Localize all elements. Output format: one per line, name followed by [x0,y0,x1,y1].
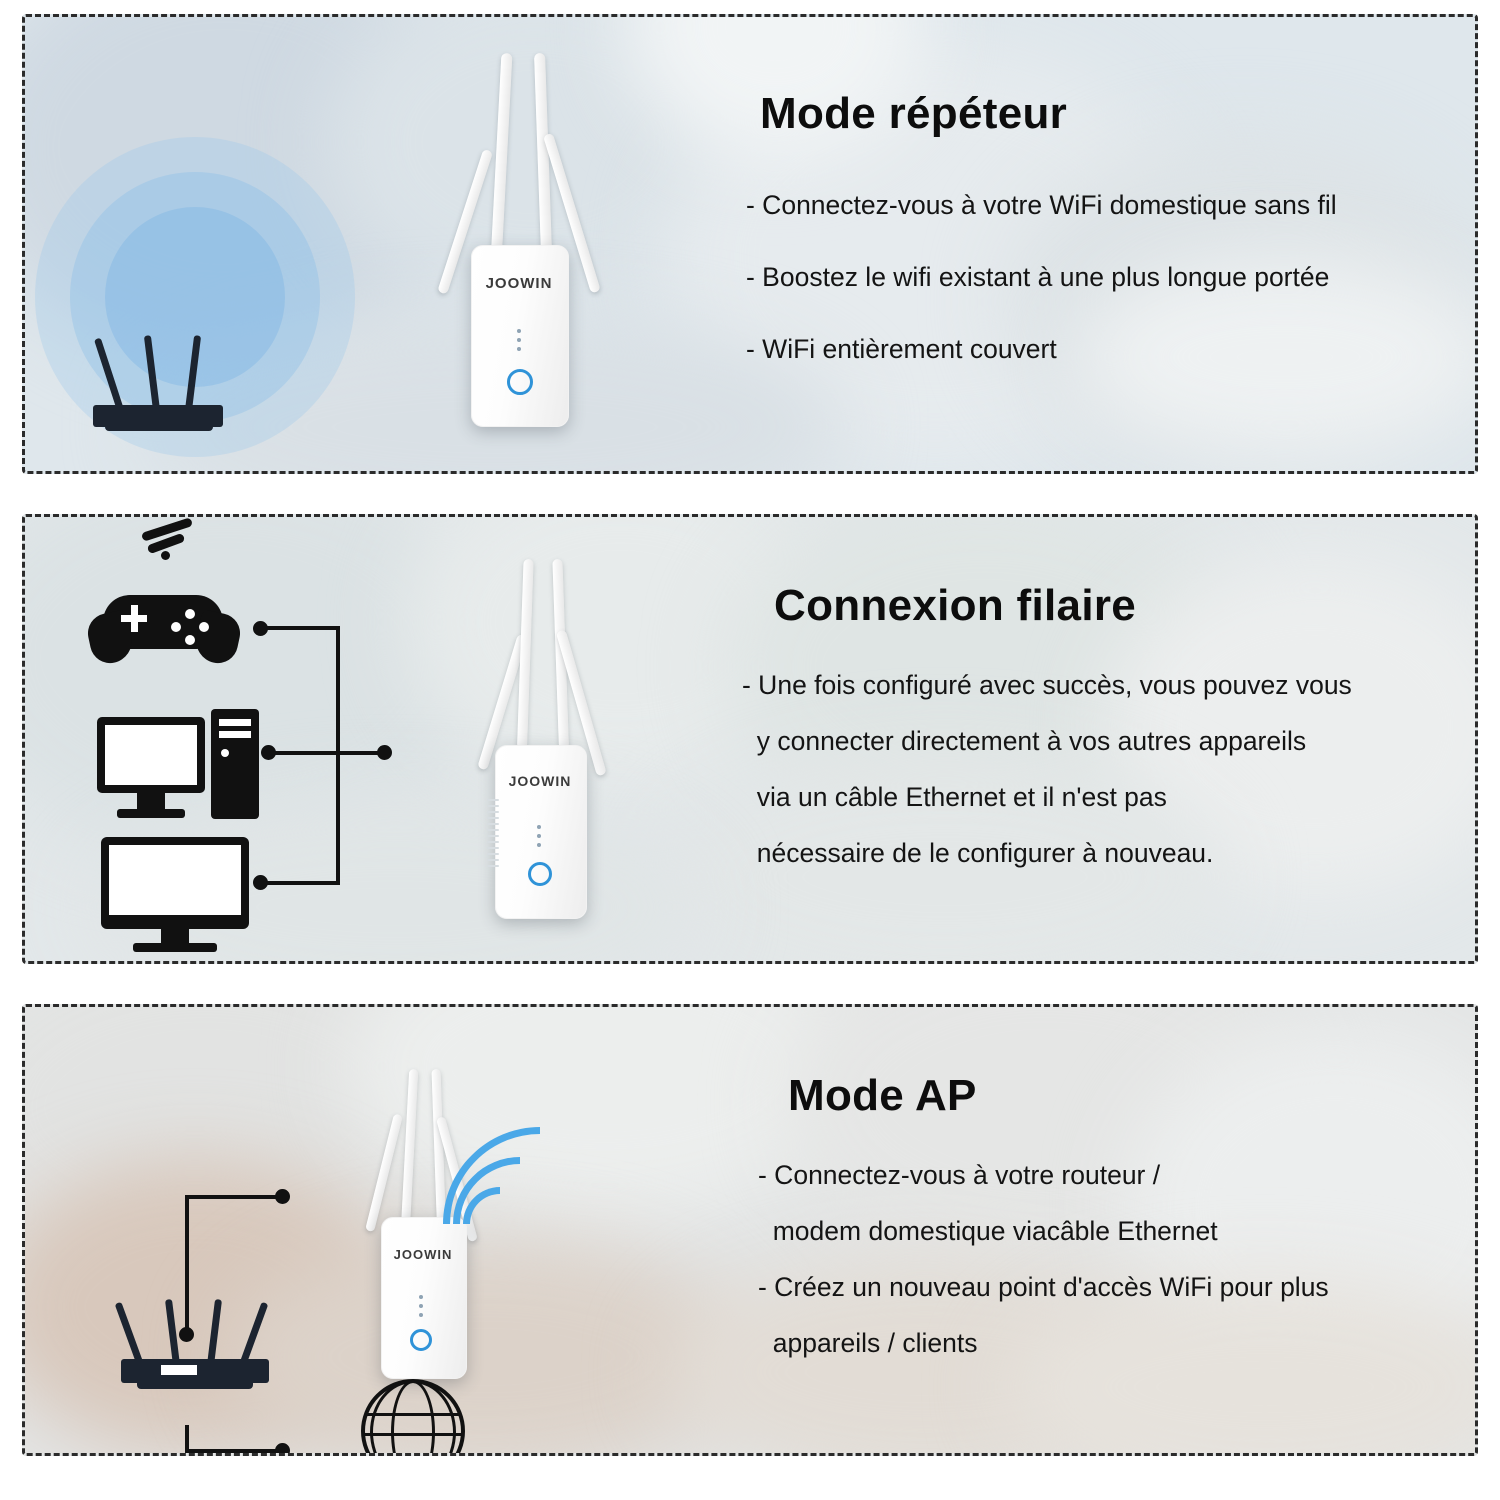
panel-1-content [25,17,1475,471]
panel-connexion-filaire [22,514,1478,964]
panel-mode-ap [22,1004,1478,1456]
panel-2-text [740,517,1478,961]
device-vents [487,799,499,871]
panel-2-bullet-3: via un câble Ethernet et il n'est pas [742,782,1167,812]
panel-1-bullet-2: - Boostez le wifi existant à une plus longue portée [746,262,1330,292]
device-power-button-1 [507,369,533,395]
panel-1-title: Mode répéteur [760,89,1068,138]
panel-1-bullet-1: - Connectez-vous à votre WiFi domestique sans fil [746,190,1337,220]
panel-2-bullet-4: nécessaire de le configurer à nouveau. [742,838,1214,868]
illustration-wired [25,517,725,961]
panel-3-text [740,1007,1478,1453]
panel-2-title: Connexion filaire [774,581,1137,630]
illustration-ap [25,1007,725,1453]
device-brand-label-1: JOOWIN [485,275,553,292]
panel-2-bullet-1: - Une fois configuré avec succès, vous pouvez vous [742,670,1352,700]
panel-3-bullet-2: modem domestique viacâble Ethernet [758,1216,1218,1246]
panel-3-title: Mode AP [788,1071,977,1120]
panel-1-bullet-3: - WiFi entièrement couvert [746,334,1057,364]
panel-1-text [740,17,1478,471]
panel-3-content [25,1007,1475,1453]
panel-2-content [25,517,1475,961]
device-power-button-2 [528,862,552,886]
device-brand-label-3: JOOWIN [393,1247,453,1262]
panel-2-bullet-2: y connecter directement à vos autres appareils [742,726,1307,756]
panel-3-bullet-4: appareils / clients [758,1328,978,1358]
panel-3-bullet-3: - Créez un nouveau point d'accès WiFi pour plus [758,1272,1329,1302]
panel-3-bullet-1: - Connectez-vous à votre routeur / [758,1160,1161,1190]
internet-globe-icon [361,1379,465,1456]
device-brand-label-2: JOOWIN [508,773,572,789]
panel-mode-repeteur [22,14,1478,474]
illustration-repeater [25,17,725,471]
device-power-button-3 [410,1329,432,1351]
